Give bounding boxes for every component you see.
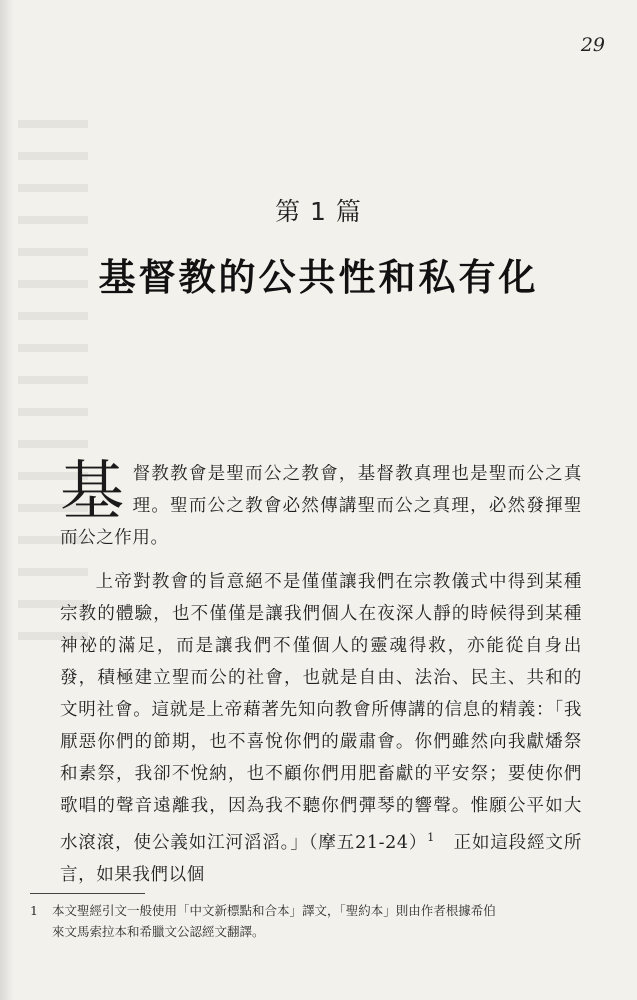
paragraph-2-text: 上帝對教會的旨意絕不是僅僅讓我們在宗教儀式中得到某種宗教的體驗，也不僅僅是讓我們個人在夜深人靜的時候得到某種神祕的滿足，而是讓我們不僅個人的靈魂得救，亦能從自身出發，積極建立聖而公的社會，也就是自由、法治、民主、共和的文明社會。這就是上帝藉著先知向教會所傳講的信息的精義：「我厭惡你們的節期，也不喜悅你們的嚴肅會。你們雖然向我獻燔祭和素祭，我卻不悅納，也不顧你們用肥畜獻的平安祭；要使你們歌唱的聲音遠離我，因為我不聽你們彈琴的響聲。惟願公平如大水滾滾，使公義如江河滔滔。」（摩五21-24）	[60, 572, 582, 853]
paragraph-2-text-continued: 正如這段經文所言，如果我們以個	[60, 832, 583, 885]
paragraph-1-text: 督教教會是聖而公之教會，基督教真理也是聖而公之真理。聖而公之教會必然傳講聖而公之真理，必然發揮聖而公之作用。	[60, 464, 582, 548]
footnote-line-1	[30, 900, 610, 921]
page-edge-shadow	[0, 0, 14, 1000]
footnote-number: 1	[30, 903, 38, 918]
drop-cap: 基	[60, 455, 125, 529]
paragraph-1	[60, 455, 582, 554]
page-number: 29	[580, 34, 605, 56]
paragraph-2	[60, 566, 582, 891]
chapter-label: 第 1 篇	[275, 197, 362, 226]
footnote-text-line-1: 本文聖經引文一般使用「中文新標點和合本」譯文，「聖約本」則由作者根據希伯	[52, 903, 496, 918]
footnote-divider	[30, 893, 145, 894]
footnote-reference[interactable]: 1	[427, 831, 435, 844]
footnote-text-line-2: 來文馬索拉本和希臘文公認經文翻譯。	[52, 924, 265, 939]
footnote	[30, 900, 610, 942]
chapter-title: 基督教的公共性和私有化	[98, 256, 539, 299]
